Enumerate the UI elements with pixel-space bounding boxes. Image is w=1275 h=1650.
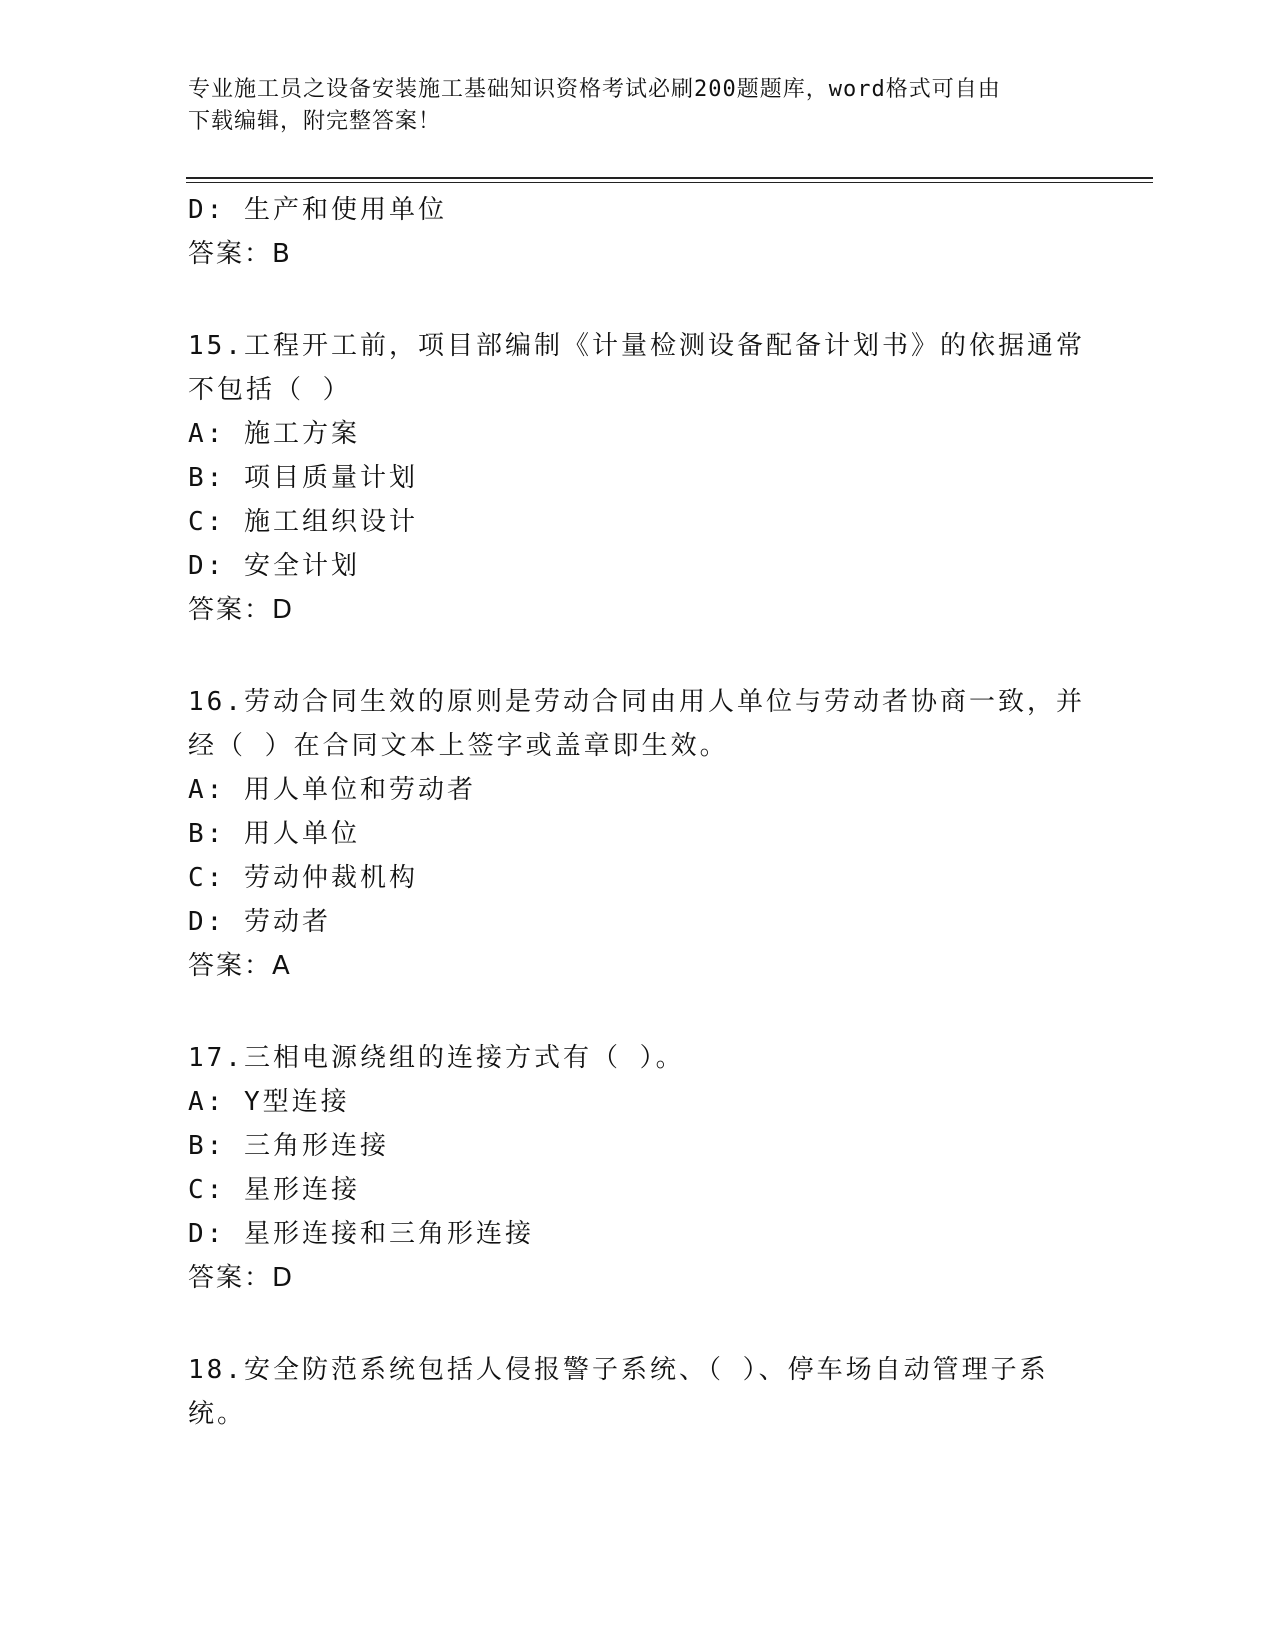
q17-option-c: C: 星形连接 xyxy=(188,1175,360,1205)
q16-stem-line-2: 经（ ）在合同文本上签字或盖章即生效。 xyxy=(188,731,729,761)
q17-stem-line-1: 17.三相电源绕组的连接方式有（ ）。 xyxy=(188,1043,685,1073)
q18-stem-line-2: 统。 xyxy=(188,1399,247,1429)
q16-option-c: C: 劳动仲裁机构 xyxy=(188,863,418,893)
q16-stem-line-1: 16.劳动合同生效的原则是劳动合同由用人单位与劳动者协商一致，并 xyxy=(188,687,1085,717)
q16-option-d: D: 劳动者 xyxy=(188,907,331,937)
header-rule-thin xyxy=(186,182,1153,183)
q15-answer: 答案：D xyxy=(188,595,295,625)
q17-answer: 答案：D xyxy=(188,1263,295,1293)
q16-answer: 答案：A xyxy=(188,951,292,981)
header-line-1: 专业施工员之设备安装施工基础知识资格考试必刷200题题库，word格式可自由 xyxy=(188,77,1001,102)
q18-stem-line-1: 18.安全防范系统包括人侵报警子系统、（ ）、停车场自动管理子系 xyxy=(188,1355,1049,1385)
q16-option-a: A: 用人单位和劳动者 xyxy=(188,775,476,805)
q15-stem-line-1: 15.工程开工前，项目部编制《计量检测设备配备计划书》的依据通常 xyxy=(188,331,1085,361)
prev-option-d: D: 生产和使用单位 xyxy=(188,195,447,225)
header-rule-thick xyxy=(186,177,1153,179)
prev-answer: 答案：B xyxy=(188,239,292,269)
q15-stem-line-2: 不包括（ ） xyxy=(188,375,352,405)
q15-option-b: B: 项目质量计划 xyxy=(188,463,418,493)
document-header xyxy=(188,74,1068,138)
q17-option-b: B: 三角形连接 xyxy=(188,1131,389,1161)
q17-option-d: D: 星形连接和三角形连接 xyxy=(188,1219,534,1249)
q15-option-a: A: 施工方案 xyxy=(188,419,360,449)
q15-option-d: D: 安全计划 xyxy=(188,551,360,581)
q17-option-a: A: Y型连接 xyxy=(188,1087,350,1117)
header-line-2: 下载编辑，附完整答案！ xyxy=(188,109,442,134)
q15-option-c: C: 施工组织设计 xyxy=(188,507,418,537)
q16-option-b: B: 用人单位 xyxy=(188,819,360,849)
